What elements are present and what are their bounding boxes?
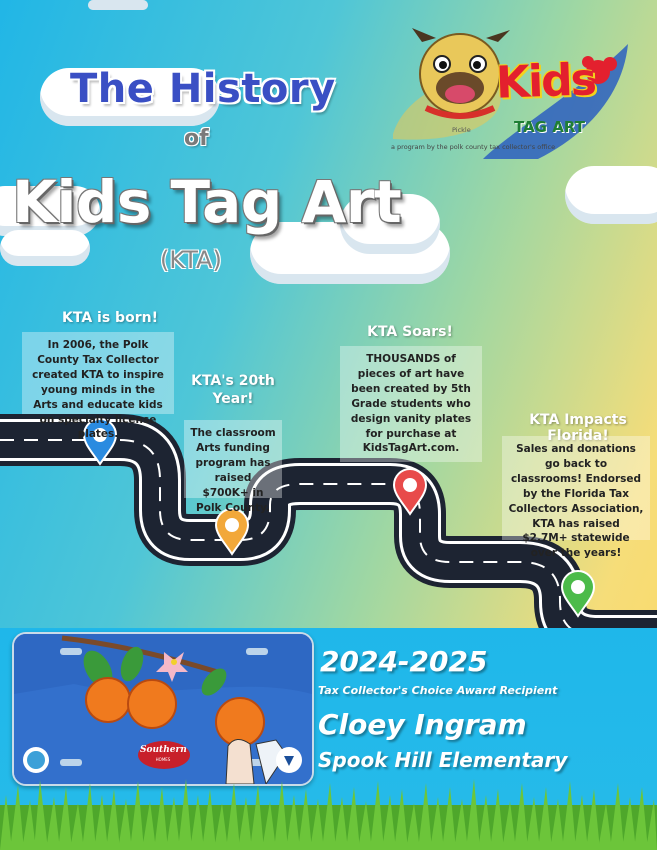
logo-mascot-name: Pickle [452,126,471,134]
title-main: Kids Tag Art [12,168,402,236]
timeline-heading-soars: KTA Soars! [367,324,453,340]
timeline-heading-20th-year: KTA's 20th Year! [191,373,275,408]
license-plate-artwork [12,632,314,786]
grass [0,775,657,850]
plate-sponsor-sub: HOMES [155,757,171,762]
award-title: Tax Collector's Choice Award Recipient [318,684,558,697]
cloud [565,166,657,224]
title-line-1: The History [70,66,336,112]
title-abbreviation: (KTA) [160,246,222,274]
cloud [88,0,148,10]
timeline-heading-impacts: KTA Impacts Florida! [529,412,627,444]
location-pin-icon [560,570,596,618]
plate-sponsor-logo: Southern [140,745,187,755]
timeline-text-soars: THOUSANDS of pieces of art have been created by 5th Grade students who design vanity plates for purchase at KidsTagArt.com. [340,346,482,462]
timeline-text-born: In 2006, the Polk County Tax Collector created KTA to inspire young minds in the Arts and educate kids on specialty license plates. [22,332,174,414]
title-of: of [184,126,209,151]
award-recipient-name: Cloey Ingram [318,708,527,741]
timeline-text-impacts: Sales and donations go back to classrooms! Endorsed by the Florida Tax Collectors Association, KTA has raised $2.7M+ statewide over the years! [502,436,650,540]
timeline-heading-born: KTA is born! [62,310,158,326]
logo-tagline: a program by the polk county tax collector's office [391,143,556,151]
award-year: 2024-2025 [320,645,488,678]
location-pin-icon [392,468,428,516]
award-school: Spook Hill Elementary [318,748,568,772]
logo-kids-text: Kids [495,54,596,109]
logo-tag-art-text: TAG ART [514,118,585,136]
timeline-text-20th-year: The classroom Arts funding program has raised $700K+ in Polk County. [184,420,282,498]
